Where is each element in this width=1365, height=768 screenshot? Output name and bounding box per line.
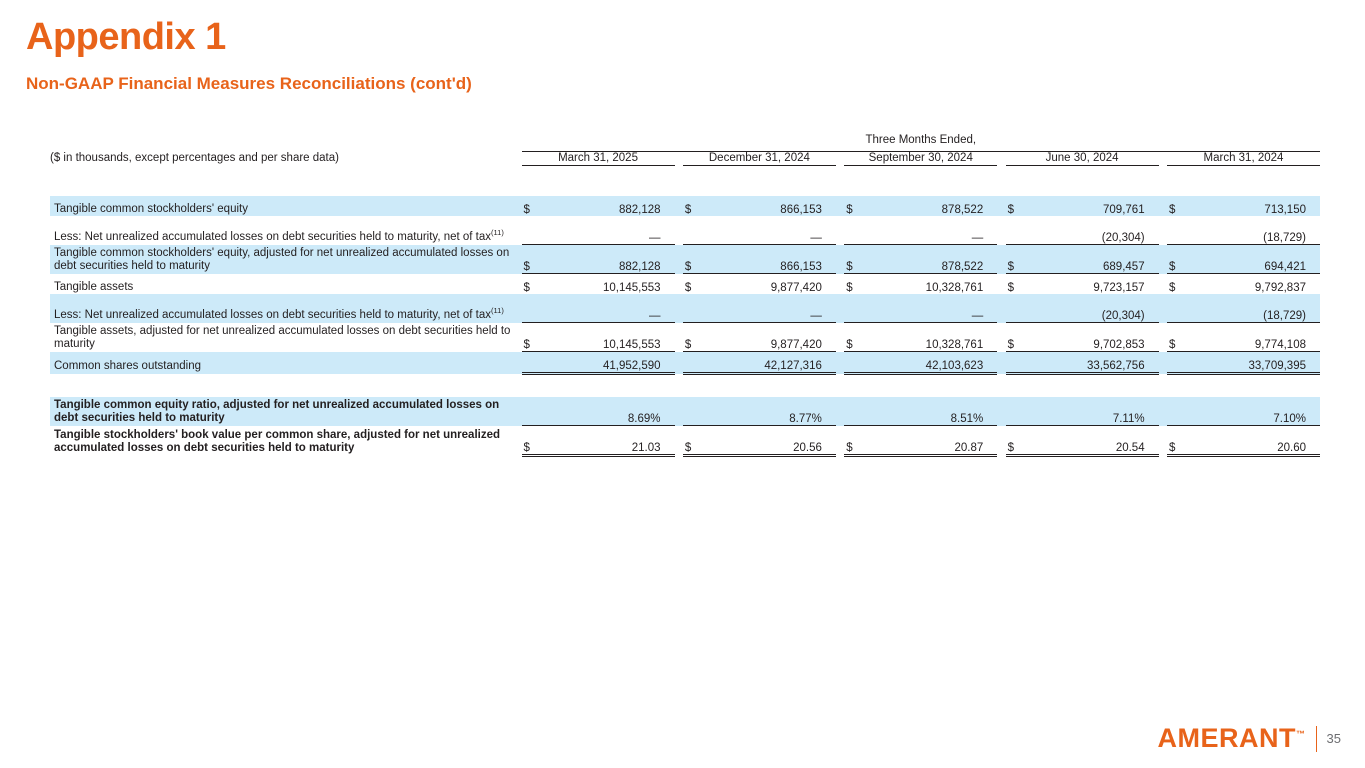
gap-cell <box>675 323 683 352</box>
row-label <box>50 294 522 323</box>
column-header-0: March 31, 2025 <box>558 152 638 164</box>
currency-symbol: $ <box>844 196 863 216</box>
cell-value: 9,723,157 <box>1093 282 1145 294</box>
table-row <box>50 397 1320 426</box>
currency-symbol: $ <box>683 245 702 274</box>
currency-symbol <box>1006 294 1025 323</box>
table-row <box>50 352 1320 374</box>
currency-symbol <box>844 397 863 426</box>
currency-symbol: $ <box>1167 245 1186 274</box>
gap-cell <box>1159 245 1167 274</box>
currency-symbol <box>844 352 863 374</box>
gap-cell <box>675 152 683 165</box>
currency-symbol <box>522 397 541 426</box>
gap-cell <box>1159 152 1167 165</box>
spacer-cell <box>50 166 1320 197</box>
amerant-logo <box>1158 723 1306 754</box>
currency-symbol <box>522 294 541 323</box>
gap-cell <box>1159 274 1167 295</box>
cell-value: 882,128 <box>540 245 674 274</box>
gap-cell <box>1159 397 1167 426</box>
cell-value: 8.69% <box>540 397 674 426</box>
column-header-3: June 30, 2024 <box>1045 152 1119 164</box>
currency-symbol: $ <box>522 196 541 216</box>
gap-cell <box>675 245 683 274</box>
currency-symbol <box>1006 352 1025 374</box>
slide-footer <box>1158 723 1341 754</box>
currency-symbol <box>844 294 863 323</box>
currency-symbol <box>1167 397 1186 426</box>
cell-value: 8.51% <box>863 397 997 426</box>
cell-value: 10,145,553 <box>540 323 674 352</box>
period-header-row <box>50 134 1320 146</box>
table-row <box>50 294 1320 323</box>
currency-symbol: $ <box>1168 282 1176 294</box>
cell-value: 33,562,756 <box>1024 352 1158 374</box>
currency-symbol: $ <box>523 282 530 294</box>
cell-value: 878,522 <box>863 196 997 216</box>
row-label: Common shares outstanding <box>50 352 522 374</box>
row-label: Tangible assets <box>54 280 134 293</box>
gap-cell <box>836 274 844 295</box>
currency-symbol: $ <box>1007 282 1015 294</box>
gap-cell <box>675 216 683 245</box>
row-label: Tangible assets, adjusted for net unrealized accumulated losses on debt securities held to maturity <box>54 325 511 351</box>
gap-cell <box>997 426 1005 456</box>
gap-cell <box>675 397 683 426</box>
currency-symbol <box>522 352 541 374</box>
cell-value: 7.10% <box>1186 397 1320 426</box>
currency-symbol: $ <box>1006 245 1025 274</box>
cell-value: 9,774,108 <box>1186 323 1320 352</box>
cell-value: 866,153 <box>702 245 836 274</box>
page-number: 35 <box>1326 731 1341 746</box>
table-row <box>50 323 1320 352</box>
cell-value: 42,127,316 <box>702 352 836 374</box>
row-label-text: Less: Net unrealized accumulated losses on debt securities held to maturity, net of tax <box>54 231 492 244</box>
gap-cell <box>1159 323 1167 352</box>
currency-symbol: $ <box>844 245 863 274</box>
cell-value: 41,952,590 <box>540 352 674 374</box>
gap-cell <box>997 196 1005 216</box>
cell-value: — <box>540 216 674 245</box>
column-header-2: September 30, 2024 <box>868 152 973 164</box>
row-footnote: (11) <box>491 306 504 316</box>
currency-symbol: $ <box>1167 196 1186 216</box>
currency-symbol: $ <box>1006 323 1025 352</box>
gap-cell <box>836 323 844 352</box>
cell-value: 42,103,623 <box>863 352 997 374</box>
cell-value: — <box>863 294 997 323</box>
cell-value: — <box>702 216 836 245</box>
gap-cell <box>836 216 844 245</box>
cell-value: 7.11% <box>1024 397 1158 426</box>
row-label: Tangible stockholders' book value per common share, adjusted for net unrealized accumulated losses on debt securities held to maturity <box>54 429 501 455</box>
empty-cell <box>50 134 522 146</box>
cell-value: 10,145,553 <box>602 282 661 294</box>
cell-value: 709,761 <box>1024 196 1158 216</box>
currency-symbol <box>522 216 541 245</box>
gap-cell <box>836 152 844 165</box>
currency-symbol: $ <box>683 426 702 456</box>
gap-cell <box>1159 352 1167 374</box>
currency-symbol <box>844 216 863 245</box>
cell-value: 866,153 <box>702 196 836 216</box>
gap-cell <box>1159 426 1167 456</box>
gap-cell <box>997 397 1005 426</box>
cell-value: 10,328,761 <box>925 282 984 294</box>
spacer-row <box>50 374 1320 398</box>
cell-value: 9,792,837 <box>1254 282 1306 294</box>
gap-cell <box>836 196 844 216</box>
cell-value: 20.87 <box>863 426 997 456</box>
reconciliation-table <box>50 134 1320 457</box>
spacer-cell <box>50 374 1320 398</box>
row-label: Tangible common equity ratio, adjusted for net unrealized accumulated losses on debt securities held to maturity <box>50 397 522 426</box>
gap-cell <box>836 352 844 374</box>
cell-value: (20,304) <box>1024 216 1158 245</box>
cell-value: 20.54 <box>1024 426 1158 456</box>
currency-symbol: $ <box>1167 426 1186 456</box>
currency-symbol <box>1167 352 1186 374</box>
currency-symbol: $ <box>684 282 692 294</box>
gap-cell <box>675 352 683 374</box>
currency-symbol: $ <box>522 323 541 352</box>
gap-cell <box>675 196 683 216</box>
table-row <box>50 426 1320 456</box>
currency-symbol: $ <box>844 323 863 352</box>
gap-cell <box>836 397 844 426</box>
column-header-1: December 31, 2024 <box>708 152 810 164</box>
cell-value: — <box>863 216 997 245</box>
footer-divider <box>1316 726 1317 752</box>
cell-value: (18,729) <box>1186 294 1320 323</box>
currency-symbol: $ <box>844 426 863 456</box>
gap-cell <box>836 294 844 323</box>
page-title: Appendix 1 <box>26 16 226 58</box>
cell-value: 10,328,761 <box>863 323 997 352</box>
period-header-label: Three Months Ended, <box>865 134 977 146</box>
currency-symbol: $ <box>522 245 541 274</box>
row-label-text: Less: Net unrealized accumulated losses on debt securities held to maturity, net of tax <box>54 309 492 322</box>
currency-symbol: $ <box>683 196 702 216</box>
brand-wordmark: AMERANT <box>1157 723 1297 753</box>
gap-cell <box>997 245 1005 274</box>
cell-value: 9,702,853 <box>1024 323 1158 352</box>
page-subtitle: Non-GAAP Financial Measures Reconciliations (cont'd) <box>26 74 472 93</box>
cell-value: 33,709,395 <box>1186 352 1320 374</box>
cell-value: 713,150 <box>1186 196 1320 216</box>
currency-symbol: $ <box>846 282 853 294</box>
row-label: Tangible common stockholders' equity <box>50 196 522 216</box>
gap-cell <box>997 274 1005 295</box>
cell-value: 689,457 <box>1024 245 1158 274</box>
spacer-row <box>50 166 1320 197</box>
cell-value: 882,128 <box>540 196 674 216</box>
cell-value: 8.77% <box>702 397 836 426</box>
gap-cell <box>675 294 683 323</box>
gap-cell <box>997 294 1005 323</box>
column-header-4: March 31, 2024 <box>1203 152 1284 164</box>
currency-symbol <box>683 216 702 245</box>
cell-value: (20,304) <box>1024 294 1158 323</box>
unit-note: ($ in thousands, except percentages and per share data) <box>50 152 339 164</box>
cell-value: — <box>540 294 674 323</box>
cell-value: 9,877,420 <box>702 323 836 352</box>
table-row <box>50 274 1320 295</box>
gap-cell <box>675 426 683 456</box>
gap-cell <box>1159 294 1167 323</box>
cell-value: 878,522 <box>863 245 997 274</box>
gap-cell <box>997 216 1005 245</box>
currency-symbol <box>1167 294 1186 323</box>
currency-symbol <box>1167 216 1186 245</box>
gap-cell <box>675 274 683 295</box>
currency-symbol <box>683 294 702 323</box>
currency-symbol <box>1006 397 1025 426</box>
gap-cell <box>1159 216 1167 245</box>
currency-symbol: $ <box>522 426 541 456</box>
cell-value: 9,877,420 <box>770 282 822 294</box>
column-header-row <box>50 152 1320 165</box>
gap-cell <box>997 323 1005 352</box>
table-row <box>50 196 1320 216</box>
gap-cell <box>1159 196 1167 216</box>
currency-symbol <box>683 397 702 426</box>
gap-cell <box>836 426 844 456</box>
cell-value: 21.03 <box>540 426 674 456</box>
row-label <box>50 216 522 245</box>
gap-cell <box>836 245 844 274</box>
cell-value: (18,729) <box>1186 216 1320 245</box>
row-footnote: (11) <box>491 228 504 238</box>
table-row <box>50 216 1320 245</box>
row-label: Tangible common stockholders' equity, adjusted for net unrealized accumulated losses on debt securities held to maturity <box>50 245 522 274</box>
gap-cell <box>997 352 1005 374</box>
currency-symbol <box>683 352 702 374</box>
cell-value: 20.60 <box>1186 426 1320 456</box>
currency-symbol: $ <box>1006 196 1025 216</box>
cell-value: 694,421 <box>1186 245 1320 274</box>
financial-table <box>50 134 1320 457</box>
cell-value: 20.56 <box>702 426 836 456</box>
currency-symbol: $ <box>683 323 702 352</box>
trademark-symbol: ™ <box>1296 729 1306 739</box>
table-row <box>50 245 1320 274</box>
currency-symbol: $ <box>1167 323 1186 352</box>
cell-value: — <box>702 294 836 323</box>
currency-symbol <box>1006 216 1025 245</box>
currency-symbol: $ <box>1006 426 1025 456</box>
gap-cell <box>997 152 1005 165</box>
